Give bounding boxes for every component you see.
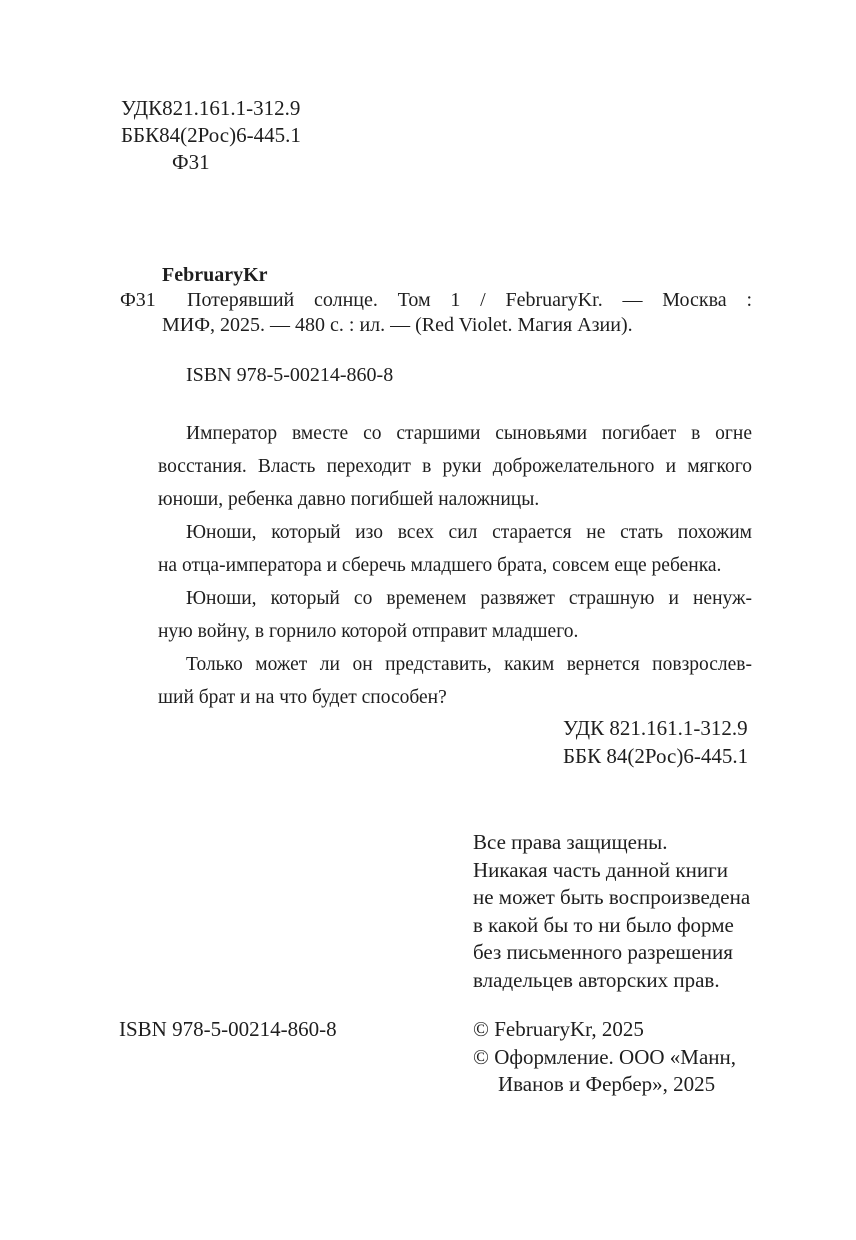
author-sign-code: Ф31	[172, 150, 210, 174]
classification-codes-right	[563, 714, 748, 770]
bbk-code: ББК 84(2Рос)6-445.1	[563, 744, 749, 768]
line: без письменного разрешения	[473, 940, 733, 964]
author-name: FebruaryKr	[162, 264, 268, 286]
line: юноши, ребенка давно погибшей наложницы.	[158, 489, 540, 510]
paragraph	[158, 582, 752, 648]
bibliographic-description	[120, 288, 752, 338]
line: на отца-императора и сберечь младшего брата, совсем еще ребенка.	[158, 555, 722, 576]
udk-code: УДК821.161.1-312.9	[121, 96, 301, 120]
line: не может быть воспроизведена	[473, 885, 751, 909]
bbk-code: ББК84(2Рос)6-445.1	[121, 123, 301, 147]
line: владельцев авторских прав.	[473, 967, 720, 992]
isbn-number: ISBN 978-5-00214-860-8	[186, 364, 394, 386]
line: Все права защищены.	[473, 830, 668, 854]
line: Император вместе со старшими сыновьями погибает в огне	[186, 423, 752, 444]
line: ную войну, в горнило которой отправит младшего.	[158, 621, 579, 642]
bibliographic-line: Потерявший солнце. Том 1 / FebruaryKr. — Москва :	[187, 289, 752, 311]
line: восстания. Власть переходит в руки доброжелательного и мягкого	[158, 456, 752, 477]
isbn-number: ISBN 978-5-00214-860-8	[119, 1017, 337, 1041]
copyright-design-line: © Оформление. ООО «Манн,	[473, 1044, 737, 1069]
bibliographic-entry	[120, 263, 752, 338]
copyright-author-line: © FebruaryKr, 2025	[473, 1017, 644, 1041]
line: Никакая часть данной книги	[473, 857, 728, 882]
author-sign-code: Ф31	[120, 289, 156, 311]
copyright-design-line: Иванов и Фербер», 2025	[498, 1072, 716, 1096]
paragraph	[158, 648, 752, 714]
copyright-block	[473, 1016, 736, 1099]
line: Только может ли он представить, каким вернется повзрослев-	[186, 654, 752, 675]
line: Юноши, который изо всех сил старается не стать похожим	[186, 522, 752, 543]
paragraph	[158, 516, 752, 582]
annotation-text	[158, 417, 752, 714]
classification-codes-top	[121, 95, 301, 176]
line: в какой бы то ни было форме	[473, 912, 734, 937]
udk-code: УДК 821.161.1-312.9	[563, 716, 748, 740]
paragraph	[158, 417, 752, 516]
line: ший брат и на что будет способен?	[158, 687, 447, 708]
bibliographic-line: МИФ, 2025. — 480 с. : ил. — (Red Violet. Магия Азии).	[162, 314, 633, 336]
rights-notice	[473, 829, 750, 994]
line: Юноши, который со временем развяжет страшную и ненуж-	[186, 588, 752, 609]
